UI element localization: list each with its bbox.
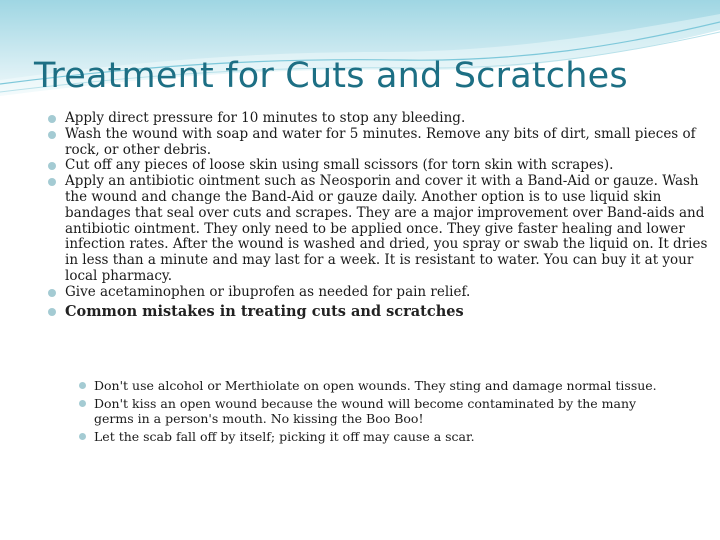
- list-item: Wash the wound with soap and water for 5 minutes. Remove any bits of dirt, small pieces of rock, or other debris.: [46, 127, 710, 159]
- list-item: Don't use alcohol or Merthiolate on open wounds. They sting and damage normal tissue.: [78, 378, 678, 393]
- list-item: Let the scab fall off by itself; picking it off may cause a scar.: [78, 429, 678, 444]
- list-item: Give acetaminophen or ibuprofen as needed for pain relief.: [46, 285, 710, 301]
- slide-title: Treatment for Cuts and Scratches: [34, 56, 628, 96]
- section-heading-item: Common mistakes in treating cuts and scratches: [46, 303, 710, 321]
- list-item: Don't kiss an open wound because the wound will become contaminated by the many germs in a person's mouth. No kissing the Boo Boo!: [78, 396, 678, 426]
- list-item: Apply direct pressure for 10 minutes to stop any bleeding.: [46, 111, 710, 127]
- sub-bullet-list: [78, 378, 678, 447]
- list-item: Cut off any pieces of loose skin using small scissors (for torn skin with scrapes).: [46, 158, 710, 174]
- main-bullet-list: [46, 111, 710, 321]
- list-item: Apply an antibiotic ointment such as Neosporin and cover it with a Band-Aid or gauze. Wash the wound and change the Band-Aid or gauze daily. Another option is to use liquid skin bandages that seal over cuts and scrapes. They are a major improvement over Band-aids and antibiotic ointment. They only need to be applied once. They give faster healing and lower infection rates. After the wound is washed and dried, you spray or swab the liquid on. It dries in less than a minute and may last for a week. It is resistant to water. You can buy it at your local pharmacy.: [46, 174, 710, 285]
